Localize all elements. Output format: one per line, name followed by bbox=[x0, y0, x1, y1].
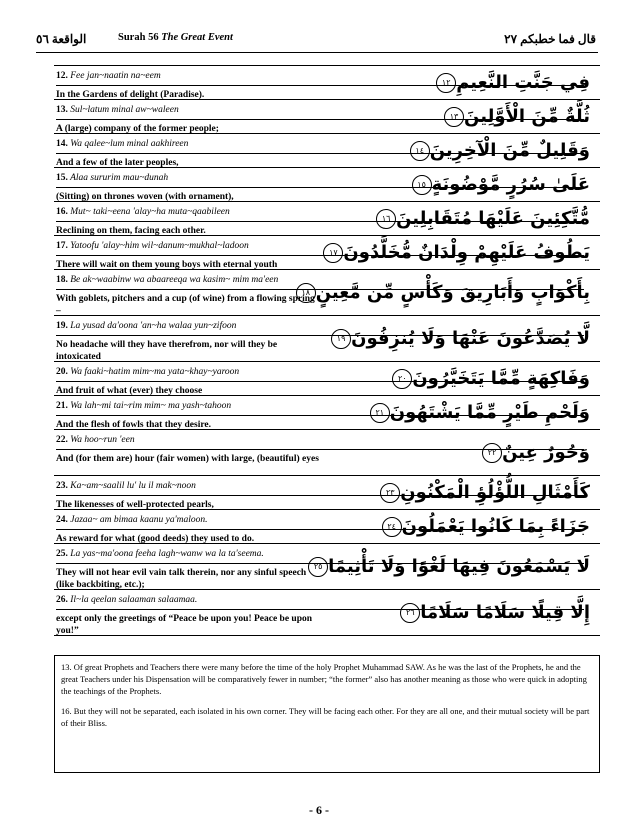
transliteration-text: Ka~am~saalil lu' lu il mak~noon bbox=[70, 481, 196, 491]
arabic-text: وَحُورٌ عِينٌ bbox=[502, 442, 590, 463]
verse-arabic-cell bbox=[319, 100, 600, 133]
ayah-marker: ٢٥ bbox=[308, 557, 328, 577]
verse-translation: With goblets, pitchers and a cup (of wine) from a flowing spring – bbox=[56, 294, 315, 316]
verse-number: 22. bbox=[56, 435, 68, 445]
verse-translation: Reclining on them, facing each other. bbox=[56, 226, 206, 236]
ayah-marker: ٢٠ bbox=[392, 369, 412, 389]
ayah-marker: ١٢ bbox=[436, 73, 456, 93]
verse-row bbox=[54, 66, 600, 100]
verse-text bbox=[54, 396, 319, 429]
arabic-text: وَلَحْمِ طَيْرٍ مِّمَّا يَشْتَهُونَ bbox=[389, 402, 590, 423]
verse-text bbox=[54, 476, 319, 509]
ayah-marker: ١٨ bbox=[296, 283, 316, 303]
verse-arabic bbox=[440, 100, 590, 133]
verse-translation: And fruit of what (ever) they choose bbox=[56, 386, 203, 396]
transliteration-text: Wa faaki~hatim mim~ma yata~khay~yaroon bbox=[70, 367, 240, 377]
verse-number: 26. bbox=[56, 595, 68, 605]
header-surah-number: 56 bbox=[148, 32, 159, 43]
verse-arabic-cell bbox=[313, 544, 600, 589]
verse-text bbox=[54, 100, 319, 133]
transliteration-text: Mut~ taki~eena 'alay~ha muta~qaabileen bbox=[70, 207, 230, 217]
arabic-text: بِأَكْوَابٍ وَأَبَارِيقَ وَكَأْسٍ مِّن مَّعِينٍ bbox=[315, 282, 590, 303]
verse-number: 18. bbox=[56, 275, 68, 285]
verse-number: 15. bbox=[56, 173, 68, 183]
verse-row bbox=[54, 362, 600, 396]
verse-translation: The likenesses of well-protected pearls, bbox=[56, 500, 214, 510]
verse-translation: A (large) company of the former people; bbox=[56, 124, 219, 134]
transliteration-text: Jazaa~ am bimaa kaanu ya'maloon. bbox=[70, 515, 208, 525]
verse-number: 17. bbox=[56, 241, 68, 251]
verse-number: 13. bbox=[56, 105, 68, 115]
verse-translation: And (for them are) hour (fair women) with large, (beautiful) eyes bbox=[56, 454, 319, 464]
verse-text bbox=[54, 134, 319, 167]
verse-number: 20. bbox=[56, 367, 68, 377]
verse-translation: And the flesh of fowls that they desire. bbox=[56, 420, 211, 430]
verse-row bbox=[54, 590, 600, 636]
arabic-text: جَزَاءً بِمَا كَانُوا يَعْمَلُونَ bbox=[401, 516, 590, 537]
header-surah-name: The Great Event bbox=[161, 32, 233, 43]
verse-arabic bbox=[406, 134, 590, 167]
verse-translation: As reward for what (good deeds) they used to do. bbox=[56, 534, 255, 544]
verse-text bbox=[54, 590, 319, 635]
arabic-text: ثُلَّةٌ مِّنَ الْأَوَّلِينَ bbox=[464, 106, 590, 127]
verse-row bbox=[54, 202, 600, 236]
page-number: - 6 - bbox=[309, 803, 329, 817]
verse-row bbox=[54, 396, 600, 430]
arabic-text: مُّتَّكِئِينَ عَلَيْهَا مُتَقَابِلِينَ bbox=[396, 208, 590, 229]
arabic-text: لَا يَسْمَعُونَ فِيهَا لَغْوًا وَلَا تَأْثِيمًا bbox=[328, 556, 590, 577]
arabic-text: وَقَلِيلٌ مِّنَ الْآخِرِينَ bbox=[429, 140, 590, 161]
header-title bbox=[118, 32, 233, 43]
verse-text bbox=[54, 270, 319, 315]
verse-arabic bbox=[478, 430, 590, 475]
verse-row bbox=[54, 510, 600, 544]
verse-row bbox=[54, 100, 600, 134]
verse-translation: except only the greetings of “Peace be upon you! Peace be upon you!” bbox=[56, 614, 313, 636]
verse-arabic bbox=[378, 510, 590, 543]
verse-text bbox=[54, 544, 319, 589]
verse-text bbox=[54, 316, 319, 361]
verse-translation: No headache will they have therefrom, nor will they be intoxicated bbox=[56, 340, 278, 362]
ayah-marker: ٢١ bbox=[370, 403, 390, 423]
verse-table bbox=[54, 65, 600, 636]
verse-number: 24. bbox=[56, 515, 68, 525]
verse-text bbox=[54, 430, 319, 475]
verse-row bbox=[54, 476, 600, 510]
verse-arabic-cell bbox=[319, 510, 600, 543]
verse-number: 23. bbox=[56, 481, 68, 491]
verse-arabic bbox=[372, 202, 590, 235]
verse-arabic-cell bbox=[319, 590, 600, 635]
verse-translation: And a few of the later peoples, bbox=[56, 158, 179, 168]
footnote: 13. Of great Prophets and Teachers there were many before the time of the holy Prophet Muhammad SAW. As he was the last of the Prophets, he and the great Teachers under his Dispensation will be comparatively fewer in number; “the former” also has another meaning as those who were quick in adopting the teachings of the Prophets. bbox=[61, 662, 587, 696]
transliteration-text: Yatoofu 'alay~him wil~danum~mukhal~ladoon bbox=[70, 241, 249, 251]
verse-arabic-cell bbox=[319, 168, 600, 201]
verse-text bbox=[54, 168, 319, 201]
verse-text bbox=[54, 362, 319, 395]
ayah-marker: ١٦ bbox=[376, 209, 396, 229]
verse-arabic bbox=[432, 66, 590, 99]
transliteration-text: Wa qalee~lum minal aakhireen bbox=[70, 139, 189, 149]
arabic-text: فِي جَنَّتِ النَّعِيمِ bbox=[456, 72, 590, 93]
verse-arabic bbox=[408, 168, 590, 201]
transliteration-text: Wa lah~mi tai~rim mim~ ma yash~tahoon bbox=[70, 401, 232, 411]
transliteration-text: La yas~ma'oona feeha lagh~wanw wa la ta'seema. bbox=[70, 549, 264, 559]
verse-row bbox=[54, 134, 600, 168]
verse-translation: In the Gardens of delight (Paradise). bbox=[56, 90, 205, 100]
verse-number: 14. bbox=[56, 139, 68, 149]
verse-translation: (Sitting) on thrones woven (with ornament), bbox=[56, 192, 234, 202]
verse-number: 16. bbox=[56, 207, 68, 217]
header-surah-word: Surah bbox=[118, 32, 146, 43]
ayah-marker: ١٣ bbox=[444, 107, 464, 127]
verse-arabic bbox=[304, 544, 590, 589]
header-arabic-surah-name: الواقعة ٥٦ bbox=[36, 32, 87, 46]
page-header bbox=[36, 32, 596, 48]
verse-row bbox=[54, 430, 600, 476]
verse-arabic bbox=[327, 316, 590, 361]
transliteration-text: Wa hoo~run 'een bbox=[70, 435, 135, 445]
verse-number: 25. bbox=[56, 549, 68, 559]
verse-arabic bbox=[292, 270, 590, 315]
verse-arabic bbox=[319, 236, 590, 269]
verse-row bbox=[54, 316, 600, 362]
arabic-text: عَلَىٰ سُرُرٍ مَّوْضُونَةٍ bbox=[431, 174, 590, 195]
ayah-marker: ١٩ bbox=[331, 329, 351, 349]
verse-arabic bbox=[396, 590, 590, 635]
transliteration-text: La yusad da'oona 'an~ha walaa yun~zifoon bbox=[70, 321, 237, 331]
verse-number: 21. bbox=[56, 401, 68, 411]
verse-text bbox=[54, 66, 319, 99]
verse-arabic bbox=[366, 396, 590, 429]
verse-arabic-cell bbox=[319, 396, 600, 429]
verse-arabic-cell bbox=[319, 362, 600, 395]
transliteration-text: Fee jan~naatin na~eem bbox=[70, 71, 161, 81]
verse-text bbox=[54, 236, 319, 269]
verse-number: 19. bbox=[56, 321, 68, 331]
verse-translation: There will wait on them young boys with eternal youth bbox=[56, 260, 278, 270]
verse-number: 12. bbox=[56, 71, 68, 81]
transliteration-text: Sul~latum minal aw~waleen bbox=[70, 105, 179, 115]
verse-arabic-cell bbox=[319, 66, 600, 99]
transliteration-text: Be ak~waabinw wa abaareeqa wa kasim~ mim ma'een bbox=[70, 275, 279, 285]
verse-row bbox=[54, 236, 600, 270]
verse-translation: They will not hear evil vain talk therein, nor any sinful speech (like backbiting, etc.); bbox=[56, 568, 307, 590]
verse-arabic-cell bbox=[319, 134, 600, 167]
transliteration-text: Il~la qeelan salaaman salaamaa. bbox=[70, 595, 198, 605]
verse-arabic-cell bbox=[319, 316, 600, 361]
arabic-text: وَفَاكِهَةٍ مِّمَّا يَتَخَيَّرُونَ bbox=[412, 368, 590, 389]
arabic-text: يَطُوفُ عَلَيْهِمْ وِلْدَانٌ مُّخَلَّدُونَ bbox=[343, 242, 590, 263]
verse-row bbox=[54, 270, 600, 316]
transliteration-text: Alaa sururim mau~dunah bbox=[70, 173, 169, 183]
ayah-marker: ١٥ bbox=[412, 175, 432, 195]
footnote: 16. But they will not be separated, each isolated in his own corner. They will be facing each other. For they are all one, and their mutual society will be part of their Bliss. bbox=[61, 706, 590, 728]
header-rule bbox=[36, 52, 598, 53]
verse-arabic-cell bbox=[319, 202, 600, 235]
verse-text bbox=[54, 510, 319, 543]
header-arabic-juz: قال فما خطبكم ٢٧ bbox=[504, 32, 596, 46]
arabic-text: كَأَمْثَالِ اللُّؤْلُؤِ الْمَكْنُونِ bbox=[400, 482, 590, 503]
verse-text bbox=[54, 202, 319, 235]
verse-arabic-cell bbox=[301, 270, 600, 315]
ayah-marker: ٢٣ bbox=[380, 483, 400, 503]
verse-arabic bbox=[376, 476, 590, 509]
verse-row bbox=[54, 168, 600, 202]
verse-row bbox=[54, 544, 600, 590]
arabic-text: إِلَّا قِيلًا سَلَامًا سَلَامًا bbox=[420, 602, 590, 623]
ayah-marker: ١٧ bbox=[323, 243, 343, 263]
ayah-marker: ٢٤ bbox=[382, 517, 402, 537]
verse-arabic-cell bbox=[319, 236, 600, 269]
ayah-marker: ٢٦ bbox=[400, 603, 420, 623]
ayah-marker: ٢٢ bbox=[482, 443, 502, 463]
arabic-text: لَّا يُصَدَّعُونَ عَنْهَا وَلَا يُنزِفُونَ bbox=[351, 328, 590, 349]
verse-arabic-cell bbox=[319, 476, 600, 509]
footnotes bbox=[54, 655, 600, 773]
verse-arabic bbox=[388, 362, 590, 395]
verse-arabic-cell bbox=[319, 430, 600, 475]
ayah-marker: ١٤ bbox=[410, 141, 430, 161]
